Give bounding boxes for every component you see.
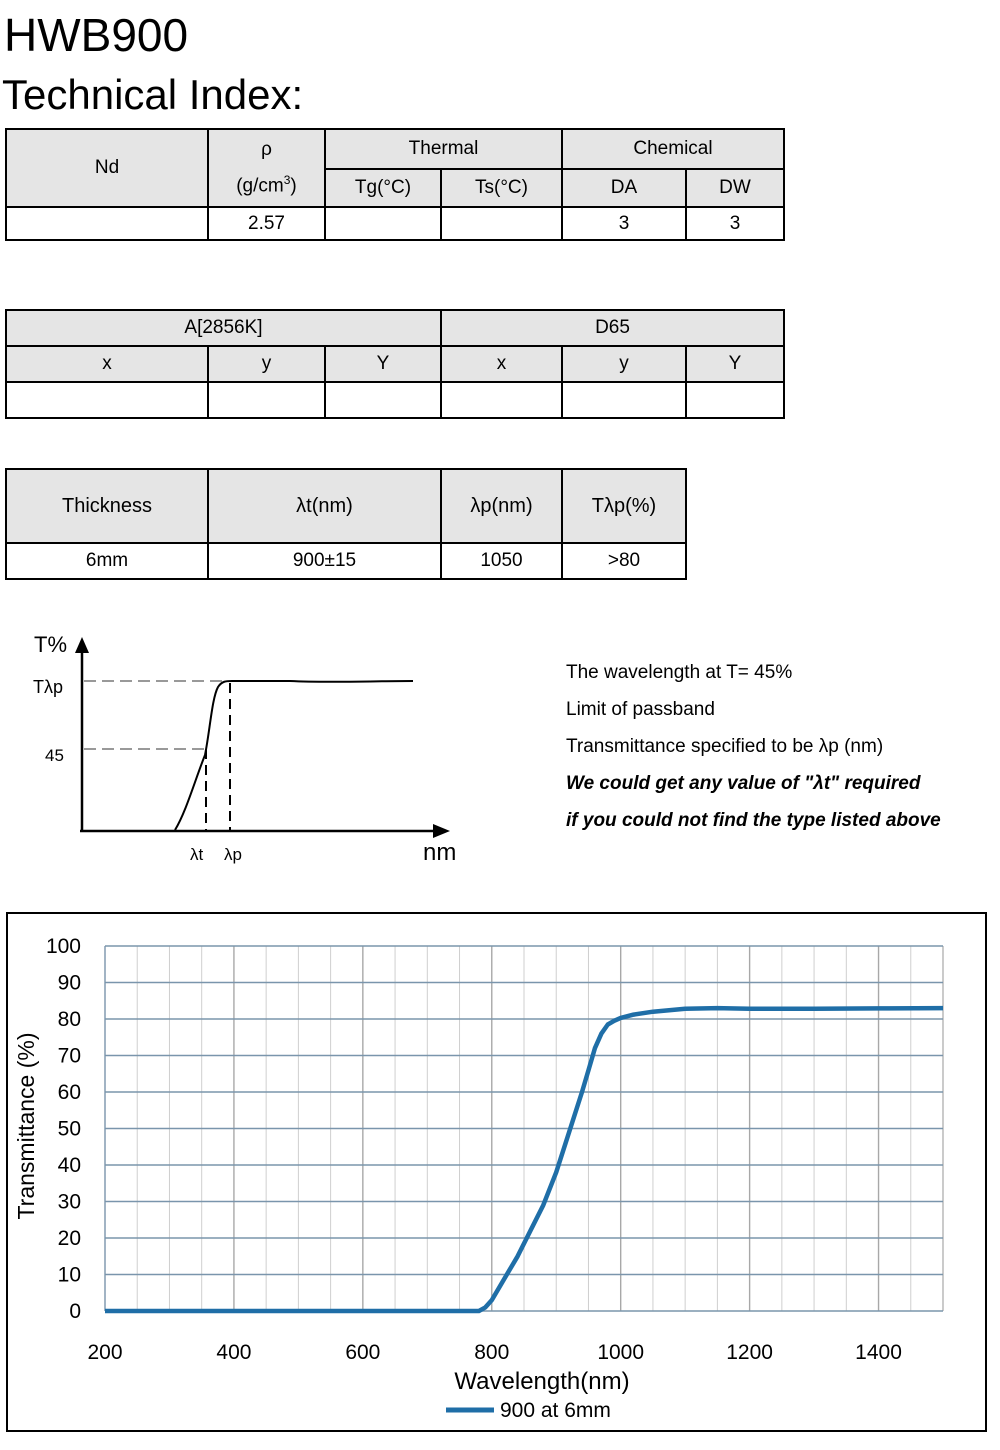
x-tick-label: 800 [474, 1341, 510, 1364]
density-symbol: ρ [261, 138, 272, 160]
thickness-header: Thickness [6, 469, 208, 543]
dw-value: 3 [686, 207, 784, 240]
ts-header: Ts(°C) [441, 169, 562, 207]
lambda-p-value: 1050 [441, 543, 562, 579]
schematic-x-arrow-icon [433, 824, 450, 838]
schematic-lambda-t-label: λt [190, 845, 204, 864]
nd-value [6, 207, 208, 240]
da-header: DA [562, 169, 686, 207]
y-tick-label: 40 [57, 1154, 81, 1177]
y-tick-label: 90 [57, 971, 81, 995]
d65-y-header: y [562, 346, 686, 382]
page-subtitle: Technical Index: [2, 71, 304, 118]
chemical-header: Chemical [562, 129, 784, 169]
schematic-y-label: T% [34, 632, 67, 657]
density-unit: $(g/cm^3)$ [236, 172, 297, 197]
d65-x-header: x [441, 346, 562, 382]
schematic-lambda-p-label: λp [224, 845, 242, 864]
schematic-curve [175, 681, 413, 830]
y-tick-label: 0 [69, 1300, 81, 1323]
thickness-value: 6mm [6, 543, 208, 579]
table-cell [325, 382, 441, 418]
y-tick-label: 60 [57, 1081, 81, 1104]
x-tick-label: 1400 [855, 1341, 902, 1364]
note-lambda-t: The wavelength at T= 45% [566, 662, 793, 683]
optical-spec-table [5, 468, 687, 580]
note-custom-2: if you could not find the type listed above [566, 810, 941, 831]
note-lambda-p: Limit of passband [566, 699, 715, 720]
a-y-header: y [208, 346, 325, 382]
dw-header: DW [686, 169, 784, 207]
schematic-t-lambda-p-label: Tλp [33, 677, 64, 697]
nd-header: Nd [6, 129, 208, 207]
density-header [208, 129, 325, 207]
a-Y-header: Y [325, 346, 441, 382]
x-tick-label: 1200 [726, 1341, 773, 1364]
x-tick-label: 600 [345, 1341, 381, 1364]
tg-header: Tg(°C) [325, 169, 441, 207]
t-lambda-p-header: Tλp(%) [562, 469, 686, 543]
d65-Y-header: Y [686, 346, 784, 382]
transmittance-chart [0, 900, 1000, 1440]
a-x-header: x [6, 346, 208, 382]
y-tick-label: 100 [45, 935, 81, 958]
x-tick-label: 400 [216, 1341, 252, 1364]
note-t-lambda-p: Transmittance specified to be λp (nm) [566, 736, 884, 757]
density-value: 2.57 [208, 207, 325, 240]
da-value: 3 [562, 207, 686, 240]
table-cell [208, 382, 325, 418]
t-lambda-p-value: >80 [562, 543, 686, 579]
y-axis-label: Transmittance (%) [13, 1032, 39, 1220]
lambda-p-header: λp(nm) [441, 469, 562, 543]
y-tick-label: 50 [57, 1117, 81, 1141]
note-custom-1: We could get any value of "λt" required [566, 773, 921, 794]
lambda-t-header: λt(nm) [208, 469, 441, 543]
x-tick-label: 1000 [597, 1341, 645, 1364]
schematic-diagram [0, 620, 520, 880]
y-tick-label: 80 [57, 1008, 81, 1031]
y-tick-label: 10 [57, 1263, 81, 1287]
table-cell [6, 382, 208, 418]
lambda-t-value: 900±15 [208, 543, 441, 579]
schematic-45-label: 45 [45, 746, 64, 765]
color-coordinates-table [5, 309, 785, 419]
page-title: HWB900 [4, 9, 189, 61]
table-cell [441, 382, 562, 418]
y-tick-label: 30 [57, 1190, 81, 1214]
table-cell [686, 382, 784, 418]
tg-value [325, 207, 441, 240]
y-tick-label: 70 [57, 1044, 81, 1068]
table-cell [562, 382, 686, 418]
schematic-x-label: nm [423, 839, 457, 866]
x-tick-label: 200 [87, 1341, 123, 1364]
properties-table [5, 128, 785, 241]
a2856k-header: A[2856K] [6, 310, 441, 346]
schematic-y-arrow-icon [75, 637, 89, 653]
x-axis-label: Wavelength(nm) [454, 1368, 630, 1395]
y-tick-label: 20 [57, 1227, 81, 1250]
d65-header: D65 [441, 310, 784, 346]
thermal-header: Thermal [325, 129, 562, 169]
legend-label: 900 at 6mm [500, 1399, 611, 1422]
ts-value [441, 207, 562, 240]
